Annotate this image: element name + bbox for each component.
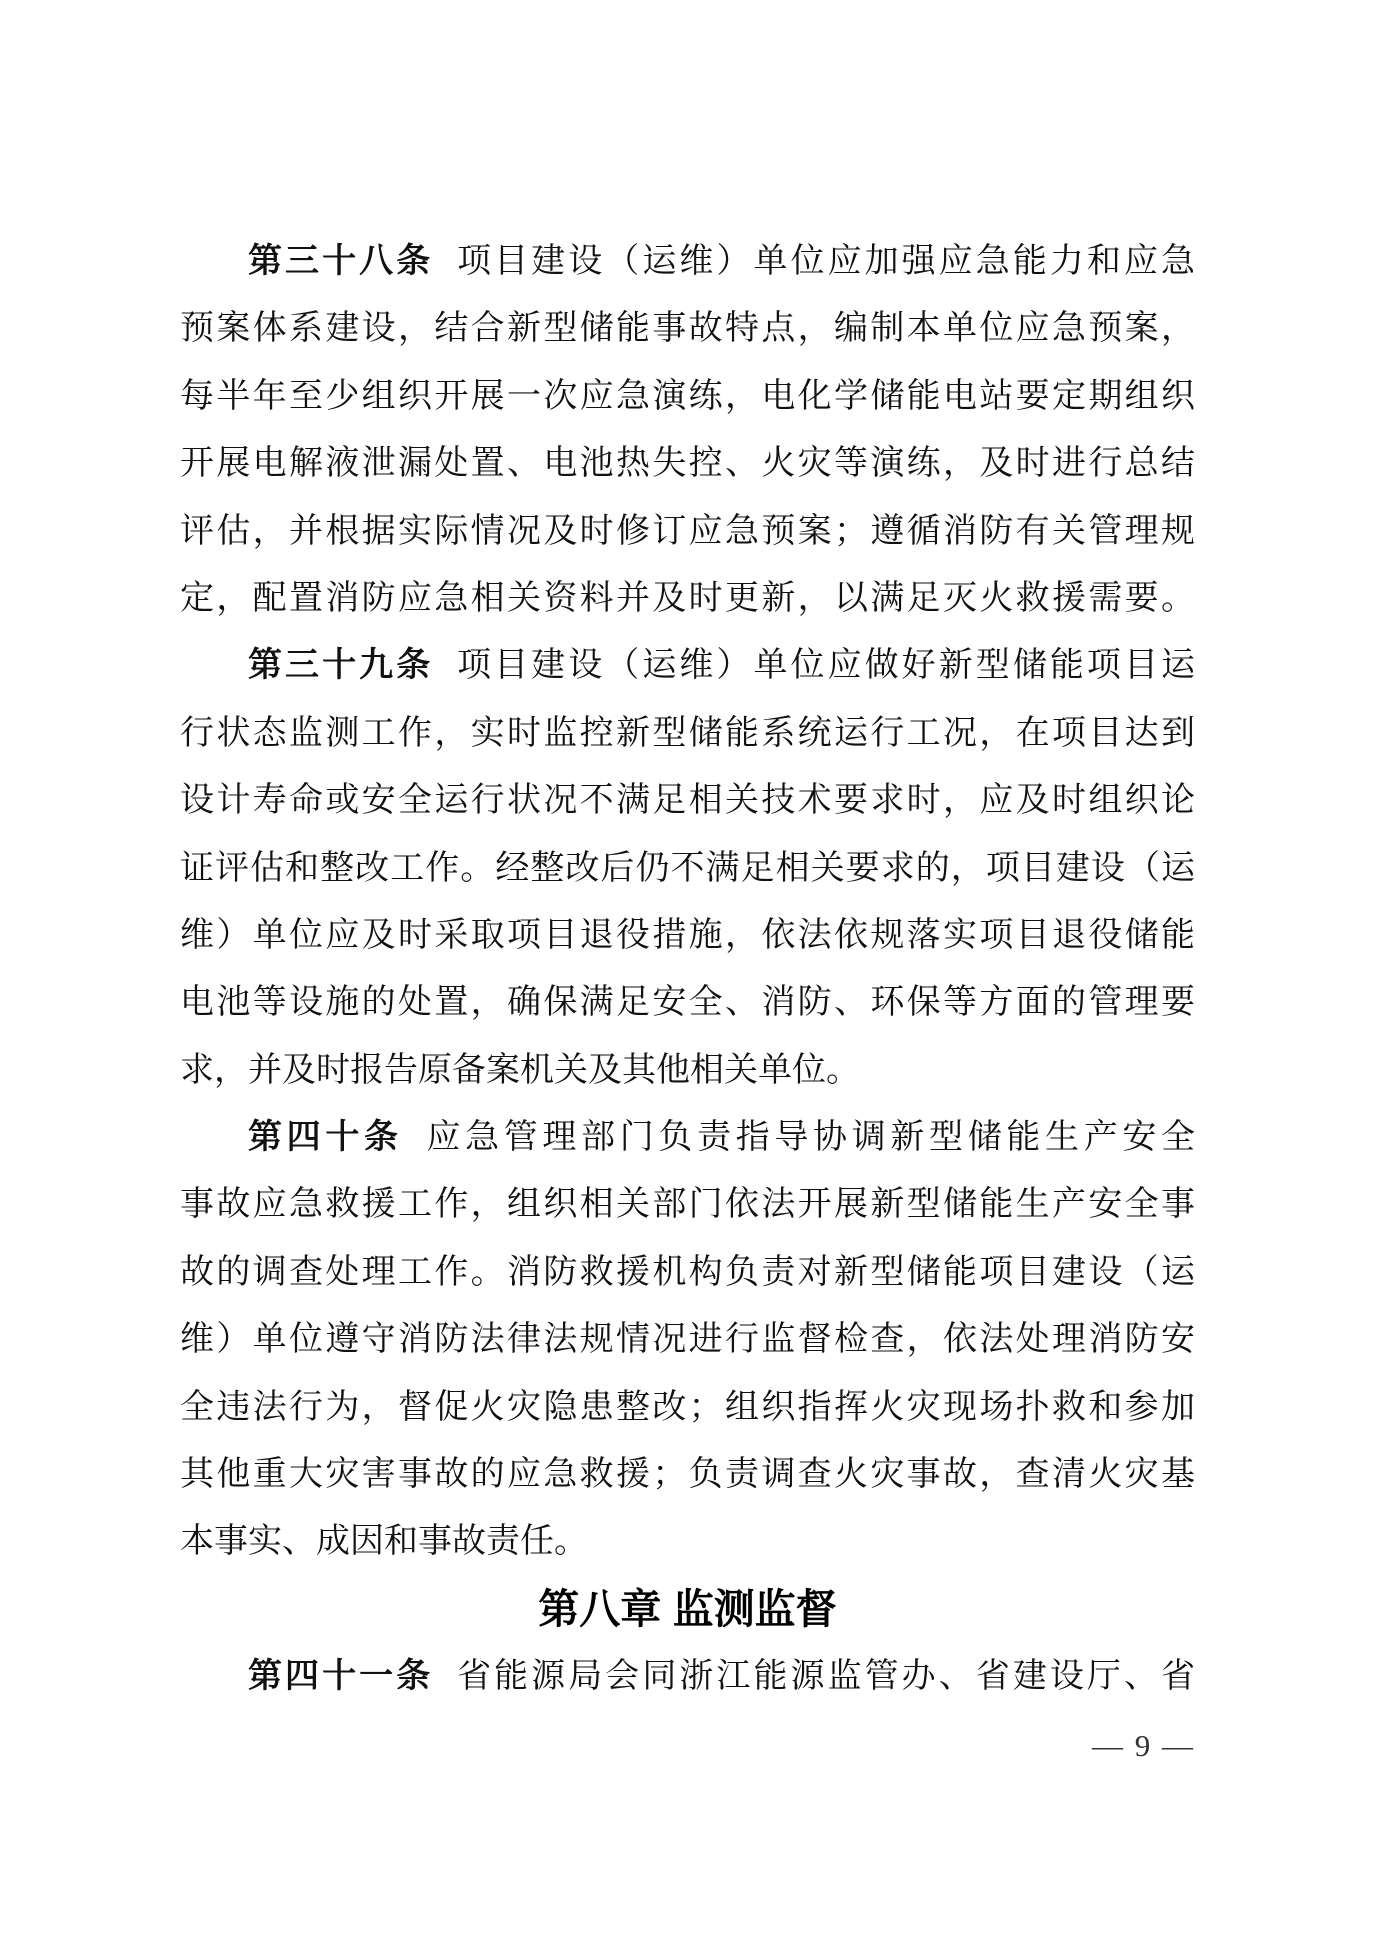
line-text: 故的调查处理工作。消防救援机构负责对新型储能项目建设（运 (180, 1253, 1195, 1291)
line-text: 行状态监测工作，实时监控新型储能系统运行工况，在项目达到 (180, 714, 1195, 752)
document-line (180, 363, 1195, 430)
document-line (180, 1037, 1195, 1104)
document-line (180, 1643, 1195, 1710)
line-text: 每半年至少组织开展一次应急演练，电化学储能电站要定期组织 (180, 377, 1195, 415)
line-text: 评估，并根据实际情况及时修订应急预案；遵循消防有关管理规 (180, 512, 1195, 550)
document-line (180, 1306, 1195, 1373)
line-text: 事故应急救援工作，组织相关部门依法开展新型储能生产安全事 (180, 1186, 1195, 1224)
page-number: — 9 — (1092, 1728, 1195, 1763)
document-line (180, 430, 1195, 497)
line-text: 证评估和整改工作。经整改后仍不满足相关要求的，项目建设（运 (180, 849, 1195, 887)
article-term: 第三十九条 (248, 647, 434, 685)
document-line (180, 969, 1195, 1036)
line-text: 开展电解液泄漏处置、电池热失控、火灾等演练，及时进行总结 (180, 445, 1195, 483)
document-line (180, 632, 1195, 699)
document-line (180, 498, 1195, 565)
document-line (180, 1239, 1195, 1306)
line-text: 维）单位应及时采取项目退役措施，依法依规落实项目退役储能 (180, 916, 1195, 954)
line-text: 省能源局会同浙江能源监管办、省建设厅、省 (457, 1658, 1196, 1696)
document-line (180, 1508, 1195, 1575)
line-text: 维）单位遵守消防法律法规情况进行监督检查，依法处理消防安 (180, 1321, 1195, 1359)
line-text: 项目建设（运维）单位应做好新型储能项目运 (457, 647, 1196, 685)
document-line (180, 1441, 1195, 1508)
line-text: 电池等设施的处置，确保满足安全、消防、环保等方面的管理要 (180, 984, 1195, 1022)
line-text: 应急管理部门负责指导协调新型储能生产安全 (426, 1119, 1196, 1157)
line-text: 求，并及时报告原备案机关及其他相关单位。 (180, 1051, 860, 1089)
document-line (180, 902, 1195, 969)
document-line (180, 1171, 1195, 1238)
line-text: 定，配置消防应急相关资料并及时更新，以满足灭火救援需要。 (180, 579, 1195, 617)
document-line (180, 295, 1195, 362)
document-line (180, 835, 1195, 902)
line-text: 本事实、成因和事故责任。 (180, 1523, 588, 1561)
document-line (180, 1374, 1195, 1441)
document-line (180, 565, 1195, 632)
document-line (180, 700, 1195, 767)
line-text: 预案体系建设，结合新型储能事故特点，编制本单位应急预案， (180, 310, 1195, 348)
line-text: 设计寿命或安全运行状况不满足相关技术要求时，应及时组织论 (180, 782, 1195, 820)
line-text: 全违法行为，督促火灾隐患整改；组织指挥火灾现场扑救和参加 (180, 1388, 1195, 1426)
article-term: 第四十条 (248, 1119, 403, 1157)
document-line (180, 1104, 1195, 1171)
line-text: 项目建设（运维）单位应加强应急能力和应急 (457, 243, 1196, 280)
document-line (180, 767, 1195, 834)
document-line (180, 228, 1195, 295)
article-term: 第四十一条 (248, 1658, 434, 1696)
line-text: 其他重大灾害事故的应急救援；负责调查火灾事故，查清火灾基 (180, 1456, 1195, 1494)
document-body (180, 228, 1195, 1711)
article-term: 第三十八条 (248, 243, 434, 280)
chapter-heading: 第八章 监测监督 (538, 1585, 837, 1632)
